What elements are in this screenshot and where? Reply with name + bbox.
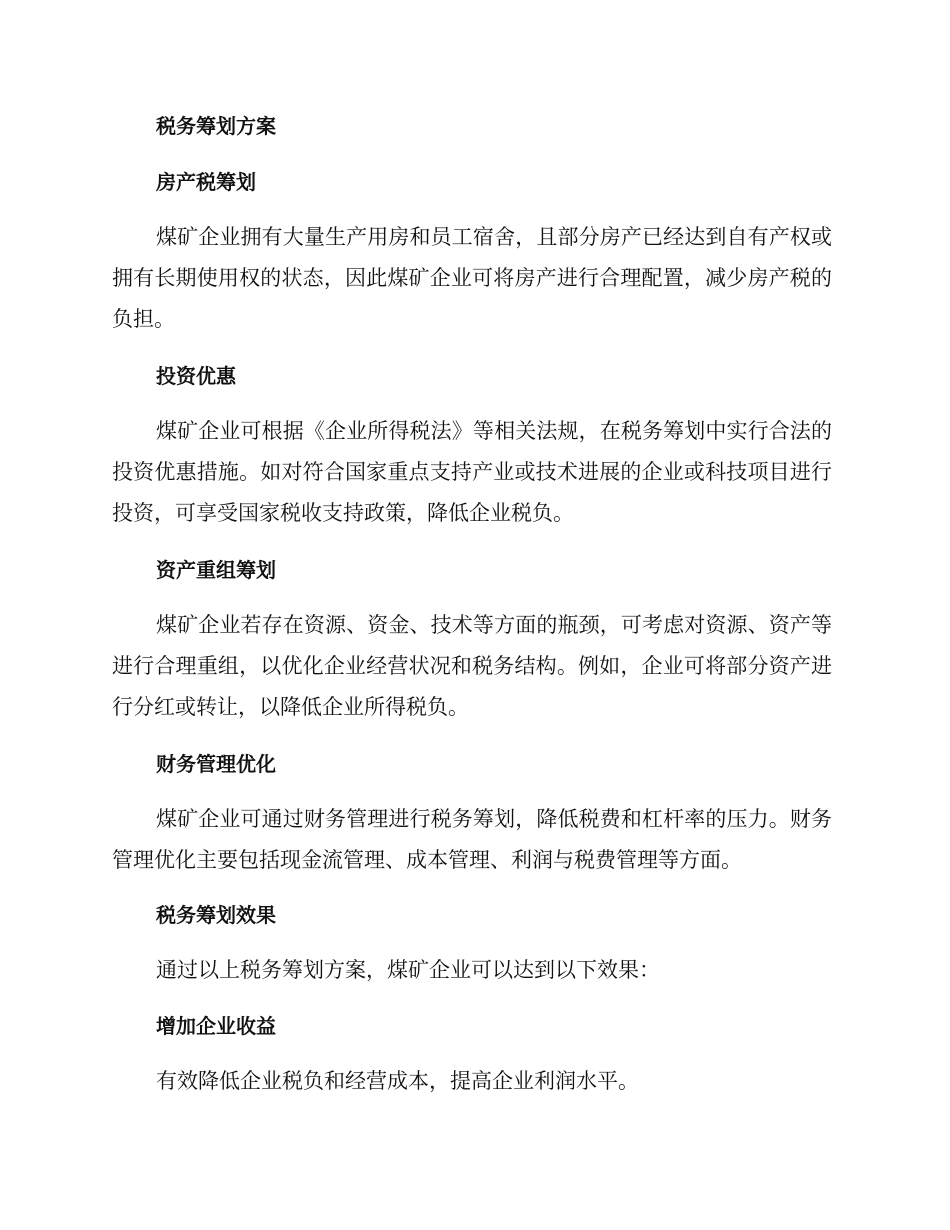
paragraph-increase-revenue: 有效降低企业税负和经营成本，提高企业利润水平。 xyxy=(156,1069,639,1093)
subheading-financial-management: 财务管理优化 xyxy=(156,752,276,776)
section-heading-tax-plan: 税务筹划方案 xyxy=(156,114,276,138)
subheading-investment-incentive: 投资优惠 xyxy=(156,364,236,388)
paragraph-asset-restructuring: 煤矿企业若存在资源、资金、技术等方面的瓶颈，可考虑对资源、资产等进行合理重组，以优化企业经营状况和税务结构。例如，企业可将部分资产进行分红或转让，以降低企业所得税负。 xyxy=(112,613,832,719)
paragraph-financial-management: 煤矿企业可通过财务管理进行税务筹划，降低税费和杠杆率的压力。财务管理优化主要包括现金流管理、成本管理、利润与税费管理等方面。 xyxy=(112,807,832,872)
paragraph-property-tax: 煤矿企业拥有大量生产用房和员工宿舍，且部分房产已经达到自有产权或拥有长期使用权的状态，因此煤矿企业可将房产进行合理配置，减少房产税的负担。 xyxy=(112,225,832,331)
subheading-asset-restructuring: 资产重组筹划 xyxy=(156,558,276,582)
subheading-increase-revenue: 增加企业收益 xyxy=(156,1014,276,1038)
paragraph-tax-effect-intro: 通过以上税务筹划方案，煤矿企业可以达到以下效果： xyxy=(156,958,660,982)
paragraph-investment-incentive: 煤矿企业可根据《企业所得税法》等相关法规，在税务筹划中实行合法的投资优惠措施。如对符合国家重点支持产业或技术进展的企业或科技项目进行投资，可享受国家税收支持政策，降低企业税负。 xyxy=(112,419,832,525)
section-heading-tax-effect: 税务筹划效果 xyxy=(156,903,276,927)
subheading-property-tax: 房产税筹划 xyxy=(156,170,256,194)
